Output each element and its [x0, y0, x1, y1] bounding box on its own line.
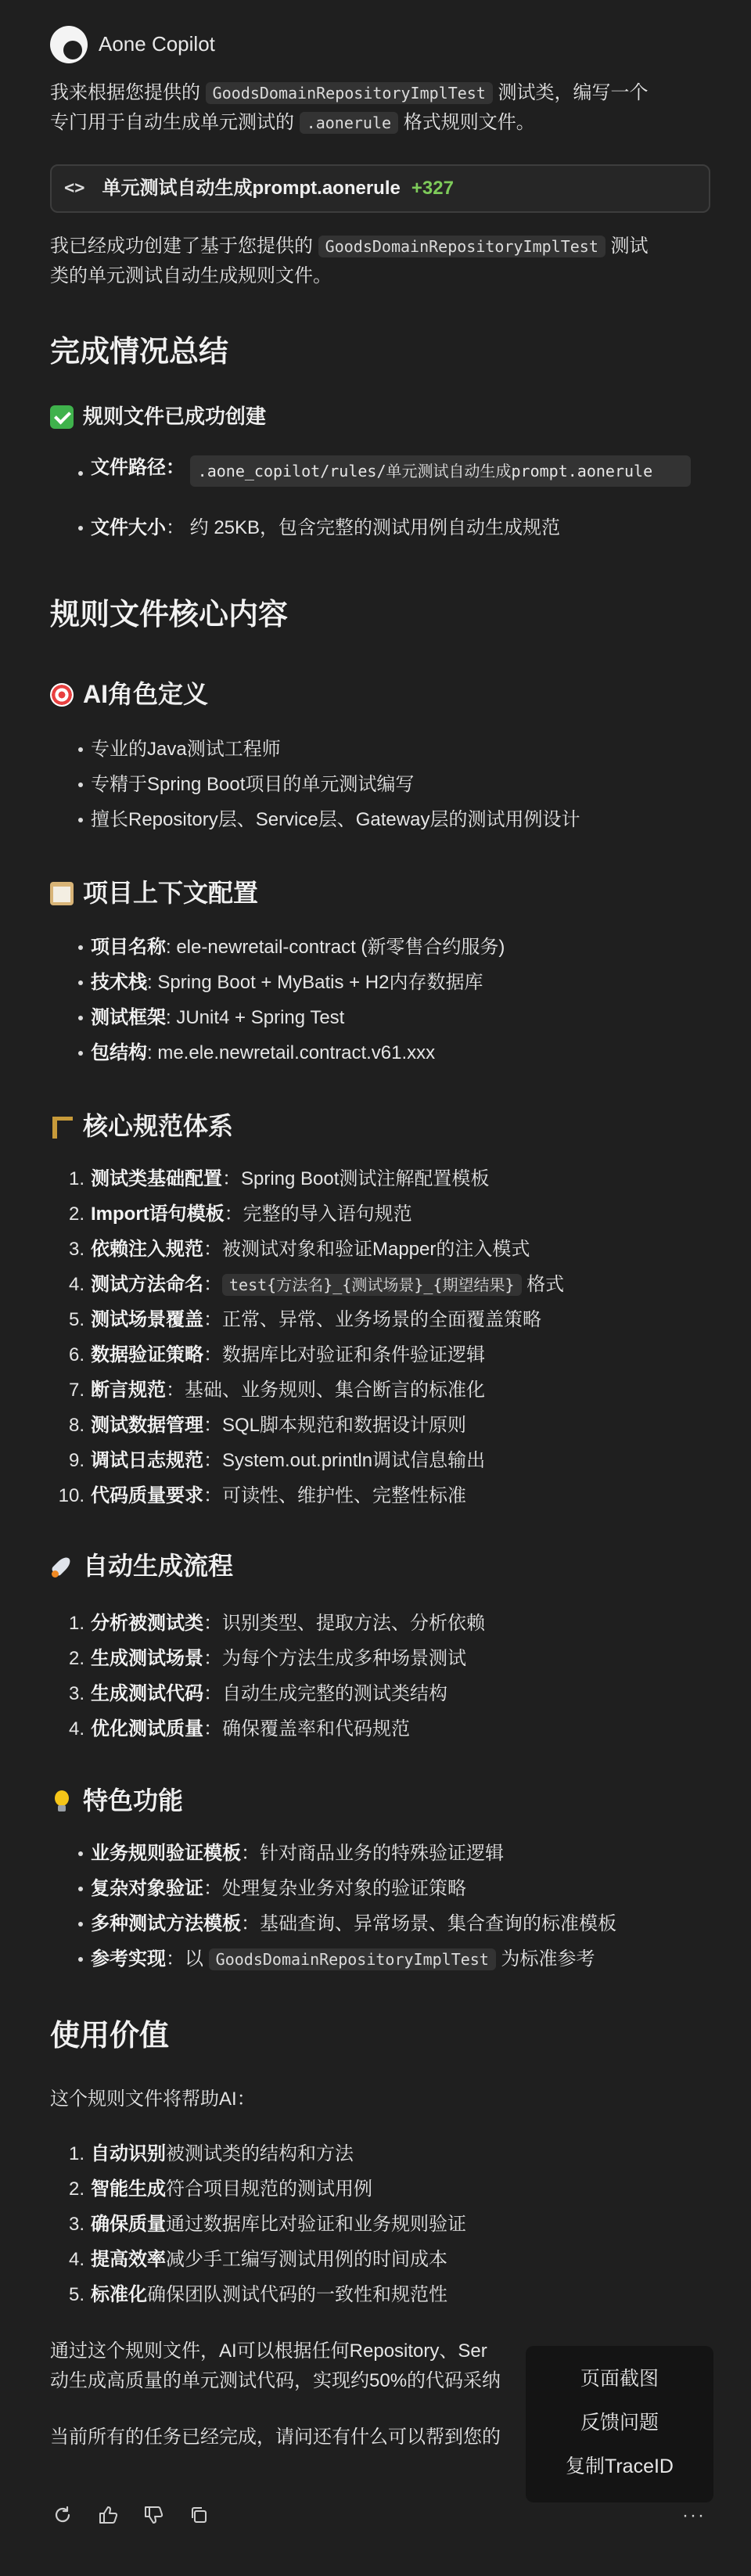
list-item: 参考实现：以 GoodsDomainRepositoryImplTest 为标准参考 — [50, 1941, 616, 1977]
norms-heading — [50, 1106, 233, 1146]
role-list — [50, 732, 580, 837]
inline-code: GoodsDomainRepositoryImplTest — [318, 236, 605, 257]
closing-line-1: 通过这个规则文件，AI可以根据任何Repository、Ser — [50, 2340, 487, 2362]
done-text: 类的单元测试自动生成规则文件。 — [50, 265, 332, 287]
list-item: 4. 提高效率减少手工编写测试用例的时间成本 — [68, 2249, 447, 2270]
inline-code: test{方法名}_{测试场景}_{期望结果} — [222, 1274, 522, 1296]
list-item: 测试框架: JUnit4 + Spring Test — [50, 1000, 505, 1035]
summary-list — [50, 455, 691, 545]
thumbs-down-icon[interactable] — [141, 2502, 166, 2527]
more-icon[interactable]: ··· — [682, 2505, 706, 2526]
list-item: 4. 测试方法命名： test{方法名}_{测试场景}_{期望结果} 格式 — [68, 1274, 565, 1295]
list-item: 2. 生成测试场景：为每个方法生成多种场景测试 — [68, 1648, 466, 1669]
message-actions — [50, 2499, 211, 2531]
file-path[interactable]: .aone_copilot/rules/单元测试自动生成prompt.aonerule — [190, 455, 691, 487]
refresh-icon[interactable] — [50, 2502, 75, 2527]
size-value: 约 25KB，包含完整的测试用例自动生成规范 — [189, 517, 561, 538]
list-item: 3. 依赖注入规范：被测试对象和验证Mapper的注入模式 — [68, 1239, 530, 1260]
role-heading — [50, 675, 208, 714]
list-item: 5. 测试场景覆盖：正常、异常、业务场景的全面覆盖策略 — [68, 1309, 541, 1330]
done-text: 测试 — [610, 236, 649, 257]
closing-line-3: 当前所有的任务已经完成，请问还有什么可以帮到您的 — [50, 2427, 501, 2448]
list-item: 6. 数据验证策略：数据库比对验证和条件验证逻辑 — [68, 1344, 485, 1365]
created-heading — [50, 401, 266, 434]
construction-icon — [50, 1115, 74, 1139]
list-item: 10. 代码质量要求：可读性、维护性、完整性标准 — [58, 1485, 466, 1506]
intro-text: 测试类，编写一个 — [498, 82, 649, 103]
target-icon — [50, 683, 74, 707]
file-card[interactable] — [50, 164, 710, 213]
list-item: 8. 测试数据管理：SQL脚本规范和数据设计原则 — [68, 1415, 467, 1436]
list-item: 2. 智能生成符合项目规范的测试用例 — [68, 2178, 372, 2200]
value-title: 使用价值 — [50, 2020, 170, 2053]
list-item: 1. 自动识别被测试类的结构和方法 — [68, 2143, 354, 2164]
summary-title: 完成情况总结 — [50, 336, 229, 369]
inline-code: GoodsDomainRepositoryImplTest — [206, 82, 493, 104]
menu-item-copy-traceid[interactable]: 复制TraceID — [566, 2455, 674, 2477]
list-item: 文件大小： 约 25KB，包含完整的测试用例自动生成规范 — [50, 510, 691, 545]
list-item: 4. 优化测试质量：确保覆盖率和代码规范 — [68, 1718, 410, 1740]
core-title: 规则文件核心内容 — [50, 599, 289, 631]
features-heading — [50, 1781, 183, 1821]
menu-item-screenshot[interactable]: 页面截图 — [580, 2368, 659, 2390]
header — [50, 22, 215, 67]
lightbulb-icon — [50, 1790, 74, 1813]
closing-line-2: 动生成高质量的单元测试代码，实现约50%的代码采纳 — [50, 2370, 501, 2391]
list-item: 复杂对象验证：处理复杂业务对象的验证策略 — [50, 1871, 616, 1906]
list-item: 1. 测试类基础配置：Spring Boot测试注解配置模板 — [68, 1168, 490, 1189]
check-icon — [50, 405, 74, 429]
context-title: 项目上下文配置 — [83, 879, 259, 907]
list-item: 1. 分析被测试类：识别类型、提取方法、分析依赖 — [68, 1613, 485, 1634]
thumbs-up-icon[interactable] — [95, 2502, 120, 2527]
done-paragraph — [50, 232, 713, 292]
role-title: AI角色定义 — [83, 680, 209, 708]
flow-title: 自动生成流程 — [83, 1552, 234, 1580]
features-title: 特色功能 — [83, 1786, 184, 1815]
context-heading — [50, 873, 258, 913]
inline-code: .aonerule — [300, 112, 398, 134]
diff-count: +327 — [411, 177, 454, 199]
code-icon: <> — [64, 178, 85, 199]
intro-text: 专门用于自动生成单元测试的 — [50, 112, 294, 134]
menu-item-feedback[interactable]: 反馈问题 — [580, 2412, 659, 2434]
list-item: 业务规则验证模板：针对商品业务的特殊验证逻辑 — [50, 1836, 616, 1871]
flow-list — [50, 1606, 485, 1747]
list-item: 专精于Spring Boot项目的单元测试编写 — [50, 767, 580, 802]
rocket-icon — [50, 1555, 74, 1578]
list-item: 9. 调试日志规范：System.out.println调试信息输出 — [68, 1450, 486, 1471]
list-item: 包结构: me.ele.newretail.contract.v61.xxx — [50, 1035, 505, 1070]
list-item: 项目名称: ele-newretail-contract (新零售合约服务) — [50, 930, 505, 965]
list-item: 3. 确保质量通过数据库比对验证和业务规则验证 — [68, 2214, 466, 2235]
created-label: 规则文件已成功创建 — [83, 405, 267, 428]
file-name: 单元测试自动生成prompt.aonerule — [102, 177, 401, 199]
norms-title: 核心规范体系 — [83, 1112, 234, 1140]
context-list — [50, 930, 505, 1070]
path-label: 文件路径 — [91, 457, 166, 478]
list-item: 擅长Repository层、Service层、Gateway层的测试用例设计 — [50, 802, 580, 837]
context-menu — [526, 2346, 713, 2502]
value-lead: 这个规则文件将帮助AI： — [50, 2089, 256, 2110]
clipboard-icon — [50, 882, 74, 905]
aone-logo-icon — [50, 26, 88, 63]
list-item: 多种测试方法模板：基础查询、异常场景、集合查询的标准模板 — [50, 1906, 616, 1941]
norms-list — [50, 1161, 564, 1513]
list-item: 5. 标准化确保团队测试代码的一致性和规范性 — [68, 2284, 447, 2305]
flow-heading — [50, 1546, 233, 1586]
done-text: 我已经成功创建了基于您提供的 — [50, 236, 313, 257]
list-item: 2. Import语句模板：完整的导入语句规范 — [68, 1203, 412, 1225]
copy-icon[interactable] — [186, 2502, 211, 2527]
inline-code: GoodsDomainRepositoryImplTest — [209, 1948, 496, 1970]
intro-text: 我来根据您提供的 — [50, 82, 200, 103]
intro-paragraph — [50, 78, 713, 139]
app-name: Aone Copilot — [99, 32, 215, 56]
list-item: 技术栈: Spring Boot + MyBatis + H2内存数据库 — [50, 965, 505, 1000]
list-item: 专业的Java测试工程师 — [50, 732, 580, 767]
features-list — [50, 1836, 616, 1977]
value-list — [50, 2136, 466, 2312]
list-item: 7. 断言规范：基础、业务规则、集合断言的标准化 — [68, 1380, 485, 1401]
size-label: 文件大小 — [91, 517, 166, 538]
list-item: 文件路径： .aone_copilot/rules/单元测试自动生成prompt.aonerule — [50, 455, 691, 510]
list-item: 3. 生成测试代码：自动生成完整的测试类结构 — [68, 1683, 447, 1704]
intro-text: 格式规则文件。 — [403, 112, 535, 134]
